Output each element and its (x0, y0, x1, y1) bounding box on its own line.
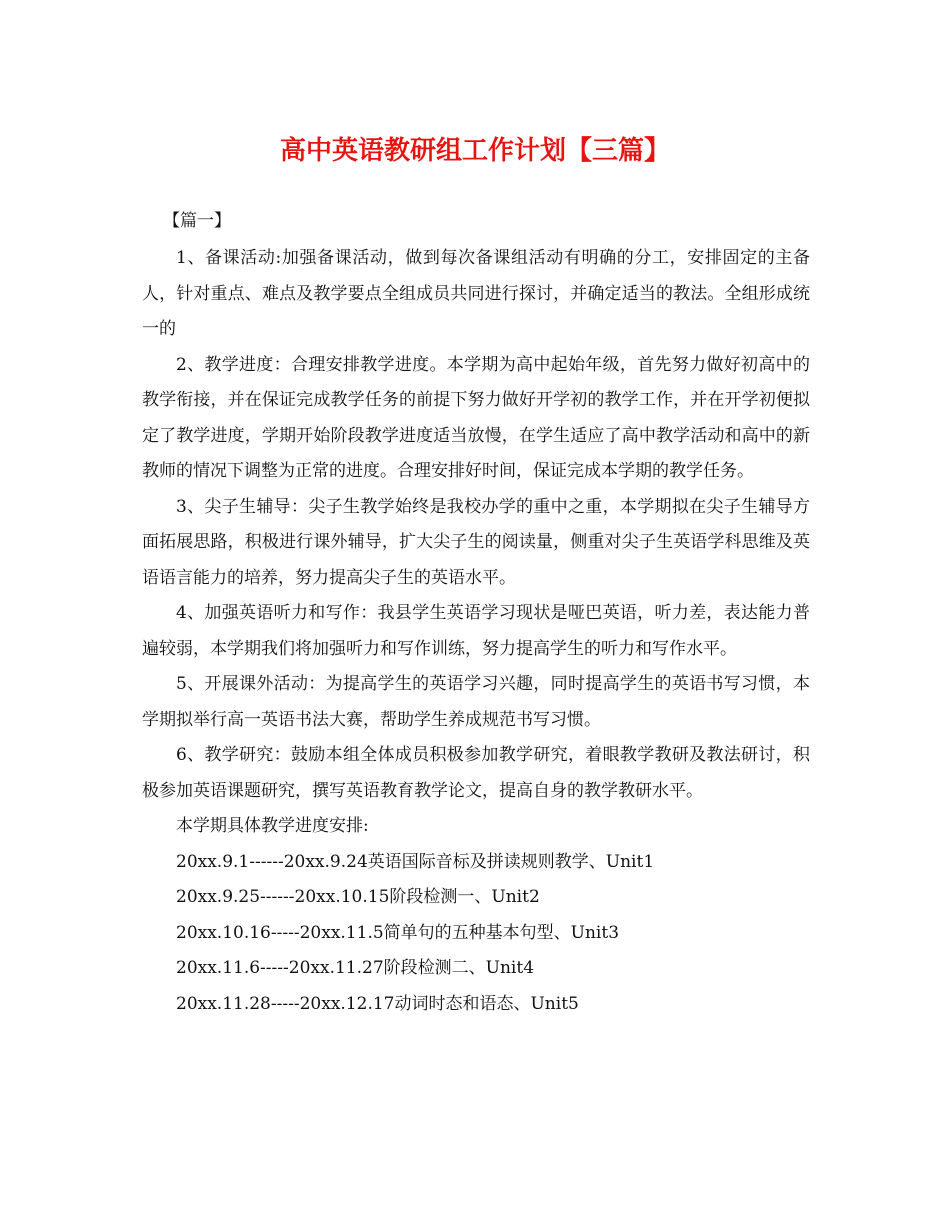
schedule-item: 20xx.11.28-----20xx.12.17动词时态和语态、Unit5 (176, 993, 579, 1014)
paragraph-listening-writing: 4、加强英语听力和写作：我县学生英语学习现状是哑巴英语，听力差，表达能力普遍较弱，本学期我们将加强听力和写作训练，努力提高学生的听力和写作水平。 (142, 603, 810, 659)
paragraph-top-student-tutoring: 3、尖子生辅导：尖子生教学始终是我校办学的重中之重，本学期拟在尖子生辅导方面拓展思路，积极进行课外辅导，扩大尖子生的阅读量，侧重对尖子生英语学科思维及英语语言能力的培养，努力提高尖子生的英语水平。 (142, 496, 810, 588)
paragraph-teaching-research: 6、教学研究：鼓励本组全体成员积极参加教学研究，着眼教学教研及教法研讨，积极参加英语课题研究，撰写英语教育教学论文，提高自身的教学教研水平。 (142, 745, 810, 801)
schedule-heading: 本学期具体教学进度安排: (176, 816, 369, 836)
paragraph-teaching-progress: 2、教学进度：合理安排教学进度。本学期为高中起始年级，首先努力做好初高中的教学衔接，并在保证完成教学任务的前提下努力做好开学初的教学工作，并在开学初便拟定了教学进度，学期开始阶段教学进度适当放慢，在学生适应了高中教学活动和高中的新教师的情况下调整为正常的进度。合理安排好时间，保证完成本学期的教学任务。 (142, 354, 810, 481)
schedule-item: 20xx.11.6-----20xx.11.27阶段检测二、Unit4 (176, 958, 535, 978)
section-label: 【篇一】 (163, 211, 231, 231)
paragraph-extracurricular: 5、开展课外活动：为提高学生的英语学习兴趣，同时提高学生的英语书写习惯，本学期拟举行高一英语书法大赛，帮助学生养成规范书写习惯。 (142, 674, 810, 730)
paragraph-lesson-prep: 1、备课活动:加强备课活动，做到每次备课组活动有明确的分工，安排固定的主备人，针对重点、难点及教学要点全组成员共同进行探讨，并确定适当的教法。全组形成统一的 (142, 248, 810, 339)
schedule-item: 20xx.9.1------20xx.9.24英语国际音标及拼读规则教学、Unit1 (176, 851, 655, 872)
schedule-item: 20xx.9.25------20xx.10.15阶段检测一、Unit2 (176, 887, 540, 907)
schedule-item: 20xx.10.16-----20xx.11.5简单句的五种基本句型、Unit3 (176, 922, 620, 943)
document-title: 高中英语教研组工作计划【三篇】 (279, 136, 670, 166)
document-body (142, 206, 810, 1022)
